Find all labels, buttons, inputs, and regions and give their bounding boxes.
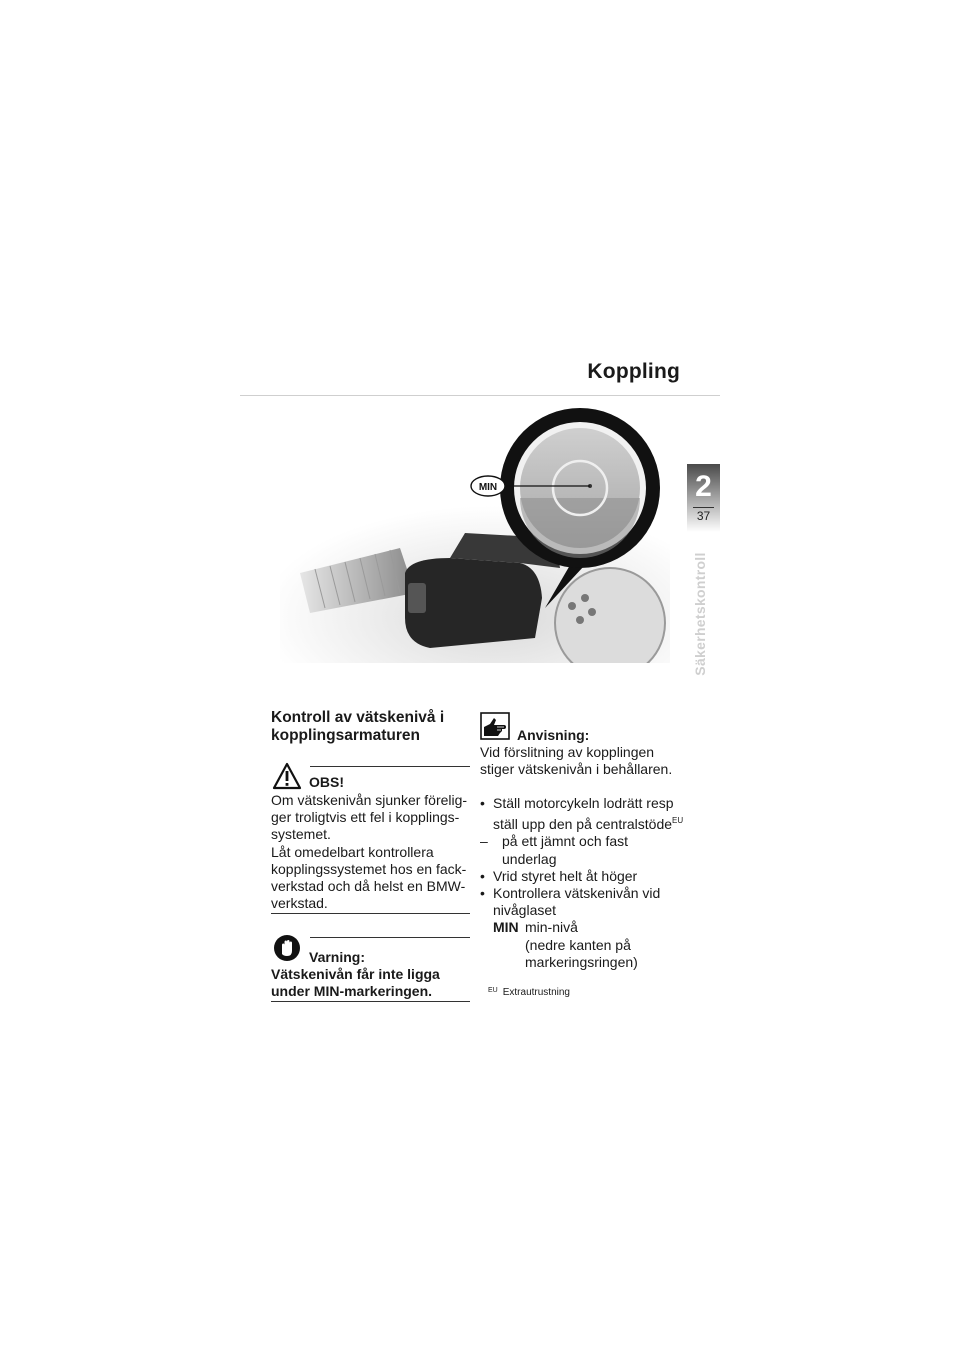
definition-term: MIN [493,919,519,936]
obs-rule-top [310,766,470,767]
clutch-reservoir-figure [280,398,670,663]
list-item-line [493,812,695,833]
obs-line: verkstad. [271,895,328,912]
chapter-divider [693,507,714,508]
warning-text [271,966,471,1000]
bullet: • [480,867,485,884]
warning-line: under MIN-markeringen. [271,983,433,1000]
note-text [480,744,690,778]
bullet: • [480,885,485,902]
list-item [480,868,695,885]
list-item-line: Kontrollera vätskenivån vid [493,885,661,902]
dash: – [480,833,488,850]
title-divider [240,395,720,396]
note-hand-icon [480,712,510,740]
obs-line: systemet. [271,826,331,843]
warning-rule-bottom [271,1001,470,1002]
stop-hand-icon [273,934,301,962]
warning-label: Varning: [309,949,366,965]
section-heading [271,709,471,745]
note-line: Vid förslitning av kopplingen [480,744,655,760]
list-item-text: ställ upp den på centralstöde [493,816,673,833]
obs-line: verkstad och då helst en BMW- [271,878,466,895]
obs-line: kopplingssystemet hos en fack- [271,860,467,877]
definition-line: min-nivå [525,919,578,936]
definition-line: (nedre kanten på [525,936,631,953]
section-heading-text: Kontroll av vätskenivå i kopplingsarmaturen [271,709,445,744]
obs-line: ger troligtvis ett fel i kopplings- [271,809,460,826]
list-subitem-line: på ett jämnt och fast [502,833,629,850]
list-item-line: Vrid styret helt åt höger [493,867,638,884]
obs-label: OBS! [309,774,344,790]
caution-triangle-icon [272,762,302,790]
obs-rule-bottom [271,913,470,914]
warning-rule-top [310,937,470,938]
chapter-side-label: Säkerhetskontroll [692,552,708,676]
bullet: • [480,795,485,811]
list-item [480,885,695,919]
list-item-line: Ställ motorcykeln lodrätt resp [493,795,674,811]
list-item [480,795,695,833]
note-label: Anvisning: [517,727,590,743]
obs-text [271,792,476,912]
list-item-line: nivåglaset [493,902,557,919]
page-number: 37 [696,509,711,523]
page-title: Koppling [587,360,680,383]
list-subitem [480,833,695,867]
obs-line: Låt omedelbart kontrollera [271,843,434,860]
note-line: stiger vätskenivån i behållaren. [480,761,673,778]
min-callout-label: MIN [478,482,498,493]
eu-superscript: EU [672,816,684,826]
definition-description [525,919,638,971]
footnote-text: Extrautrustning [502,987,570,998]
definition-row [480,919,695,971]
footnote-mark: EU [488,987,498,994]
obs-line: Om vätskenivån sjunker förelig- [271,792,468,808]
definition-line: markeringsringen) [525,953,638,970]
footnote [488,987,570,998]
chapter-number: 2 [695,470,712,503]
list-subitem-line: underlag [502,850,557,867]
procedure-list [480,795,695,971]
warning-line: Vätskenivån får inte ligga [271,966,440,982]
